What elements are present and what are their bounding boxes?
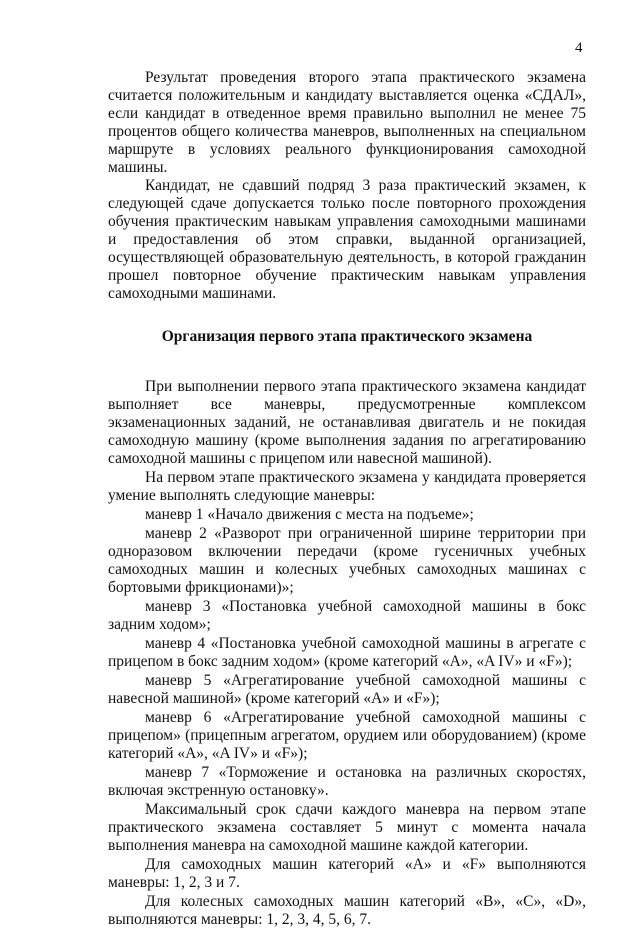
- paragraph: Для самоходных машин категорий «A» и «F» выполняются маневры: 1, 2, 3 и 7.: [108, 856, 586, 891]
- maneuver-item: маневр 3 «Постановка учебной самоходной машины в бокс задним ходом»;: [108, 598, 586, 633]
- page-number: 4: [575, 40, 583, 56]
- paragraph: Результат проведения второго этапа практического экзамена считается положительным и кандидату выставляется оценка «СДАЛ», если кандидат в отведенное время правильно выполнил не менее 75 процентов общего количества маневров, выполненных на специальном маршруте в условиях реального функционирования самоходной машины.: [108, 69, 586, 176]
- section-heading: Организация первого этапа практического экзамена: [161, 328, 533, 345]
- maneuver-item: маневр 1 «Начало движения с места на подъеме»;: [145, 506, 474, 523]
- paragraph: При выполнении первого этапа практического экзамена кандидат выполняет все маневры, предусмотренные комплексом экзаменационных заданий, не останавливая двигатель и не покидая самоходную машину (кроме выполнения задания по агрегатированию самоходной машины с прицепом или навесной машиной).: [108, 378, 586, 467]
- maneuver-item: маневр 2 «Разворот при ограниченной ширине территории при одноразовом включении передачи (кроме гусеничных учебных самоходных машин и колесных учебных самоходных машинах с бортовыми фрикционами)»;: [108, 525, 586, 596]
- maneuver-item: маневр 6 «Агрегатирование учебной самоходной машины с прицепом» (прицепным агрегатом, орудием или оборудованием) (кроме категорий «A», «A IV» и «F»);: [108, 709, 586, 762]
- document-body: [108, 69, 586, 929]
- paragraph: Для колесных самоходных машин категорий «B», «C», «D», выполняются маневры: 1, 2, 3, 4, 5, 6, 7.: [108, 893, 586, 928]
- maneuver-item: маневр 4 «Постановка учебной самоходной машины в агрегате с прицепом в бокс задним ходом» (кроме категорий «A», «A IV» и «F»);: [108, 635, 586, 670]
- paragraph: Кандидат, не сдавший подряд 3 раза практический экзамен, к следующей сдаче допускается только после повторного прохождения обучения практическим навыкам управления самоходными машинами и предоставления об этом справки, выданной организацией, осуществляющей образовательную деятельность, в которой гражданин прошел повторное обучение практическим навыкам управления самоходными машинами.: [108, 177, 586, 302]
- paragraph: Максимальный срок сдачи каждого маневра на первом этапе практического экзамена составляет 5 минут с момента начала выполнения маневра на самоходной машине каждой категории.: [108, 801, 586, 854]
- maneuver-item: маневр 5 «Агрегатирование учебной самоходной машины с навесной машиной» (кроме категорий «A» и «F»);: [108, 672, 586, 707]
- maneuver-item: маневр 7 «Торможение и остановка на различных скоростях, включая экстренную остановку».: [108, 764, 586, 799]
- paragraph: На первом этапе практического экзамена у кандидата проверяется умение выполнять следующие маневры:: [108, 469, 586, 504]
